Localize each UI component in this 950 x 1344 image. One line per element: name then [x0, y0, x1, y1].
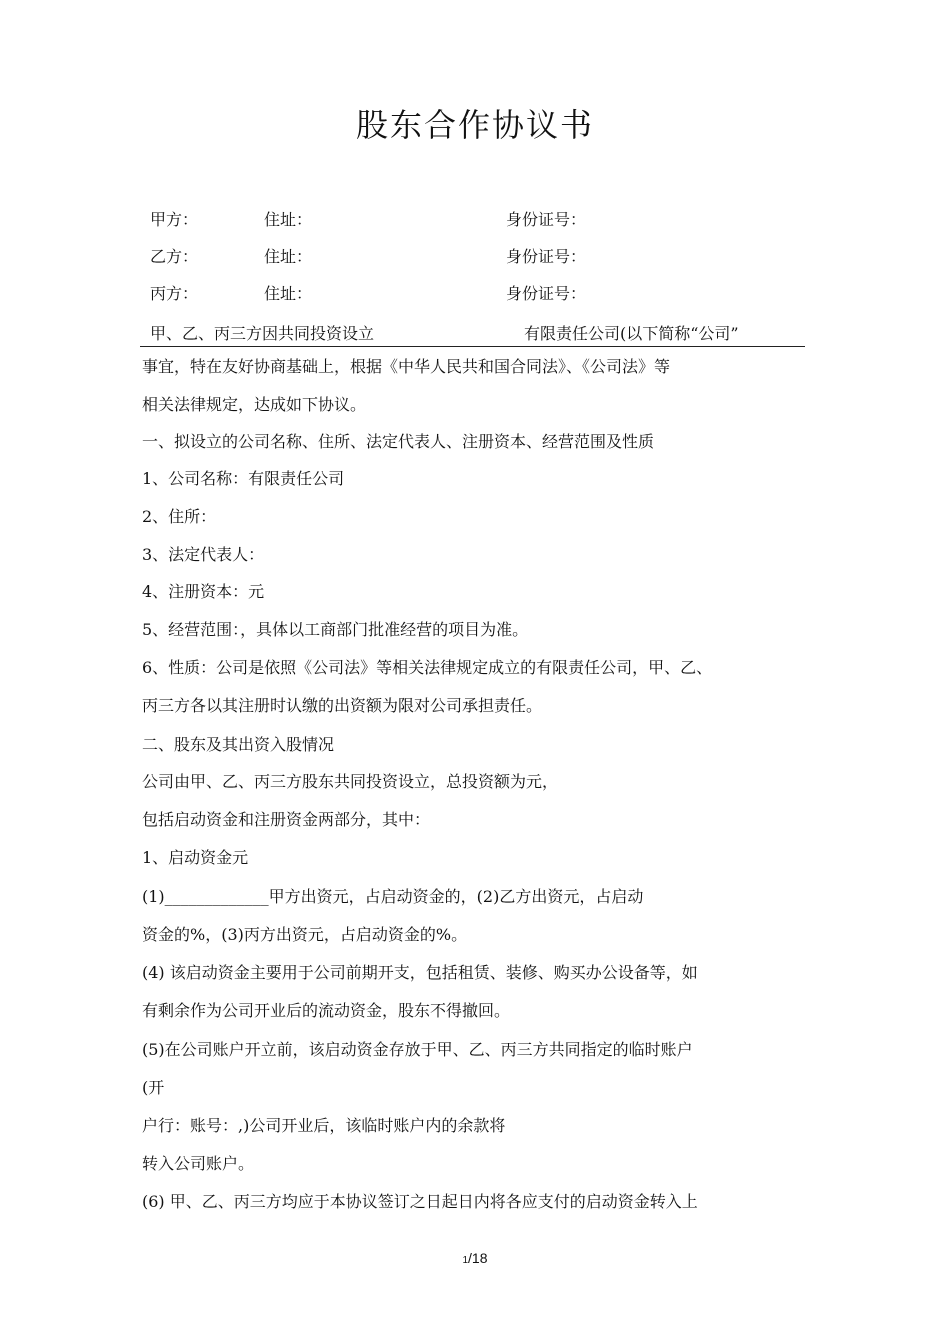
id-label: 身份证号：	[506, 247, 587, 266]
body-line: 公司由甲、乙、丙三方股东共同投资设立，总投资额为元，	[142, 772, 559, 791]
intro-right: 有限责任公司(以下简称“公司”	[524, 324, 739, 343]
body-line: 丙三方各以其注册时认缴的出资额为限对公司承担责任。	[142, 696, 543, 715]
body-line: (1)_____________甲方出资元，占启动资金的，(2)乙方出资元，占启动	[142, 887, 644, 906]
body-line: 转入公司账户。	[142, 1154, 255, 1173]
body-line: (4) 该启动资金主要用于公司前期开支，包括租赁、装修、购买办公设备等，如	[142, 963, 698, 982]
page-number	[0, 1250, 950, 1266]
id-label: 身份证号：	[506, 210, 587, 229]
body-line: 有剩余作为公司开业后的流动资金，股东不得撤回。	[142, 1001, 511, 1020]
body-line: 户行：账号：,)公司开业后，该临时账户内的余款将	[142, 1116, 506, 1135]
id-label: 身份证号：	[506, 284, 587, 303]
body-line: 2、住所：	[142, 507, 217, 526]
intro-left: 甲、乙、丙三方因共同投资设立	[150, 324, 375, 343]
party-label: 乙方：	[150, 247, 199, 266]
body-line: 3、法定代表人：	[142, 545, 265, 564]
address-label: 住址：	[264, 247, 313, 266]
section-heading: 一、拟设立的公司名称、住所、法定代表人、注册资本、经营范围及性质	[142, 432, 655, 451]
party-label: 甲方：	[150, 210, 199, 229]
body-line: 1、启动资金元	[142, 848, 249, 867]
body-line: (6) 甲、乙、丙三方均应于本协议签订之日起日内将各应支付的启动资金转入上	[142, 1192, 698, 1211]
intro-line	[140, 322, 805, 347]
body-line: 包括启动资金和注册资金两部分，其中：	[142, 810, 431, 829]
body-line: 6、性质：公司是依照《公司法》等相关法律规定成立的有限责任公司，甲、乙、	[142, 658, 713, 677]
body-line: (5)在公司账户开立前，该启动资金存放于甲、乙、丙三方共同指定的临时账户	[142, 1040, 693, 1059]
body-line: 4、注册资本：元	[142, 582, 265, 601]
body-line: 5、经营范围：，具体以工商部门批准经营的项目为准。	[142, 620, 529, 639]
body-line: 资金的%，(3)丙方出资元，占启动资金的%。	[142, 925, 468, 944]
party-label: 丙方：	[150, 284, 199, 303]
document-title: 股东合作协议书	[355, 106, 594, 144]
section-heading: 二、股东及其出资入股情况	[142, 735, 335, 754]
body-line: 相关法律规定，达成如下协议。	[142, 395, 367, 414]
address-label: 住址：	[264, 210, 313, 229]
page-total: /18	[468, 1250, 488, 1266]
address-label: 住址：	[264, 284, 313, 303]
page-current: 1	[462, 1255, 469, 1266]
body-line: 1、公司名称：有限责任公司	[142, 469, 345, 488]
body-line: 事宜，特在友好协商基础上，根据《中华人民共和国合同法》、《公司法》等	[142, 357, 671, 376]
body-line: (开	[142, 1078, 165, 1097]
